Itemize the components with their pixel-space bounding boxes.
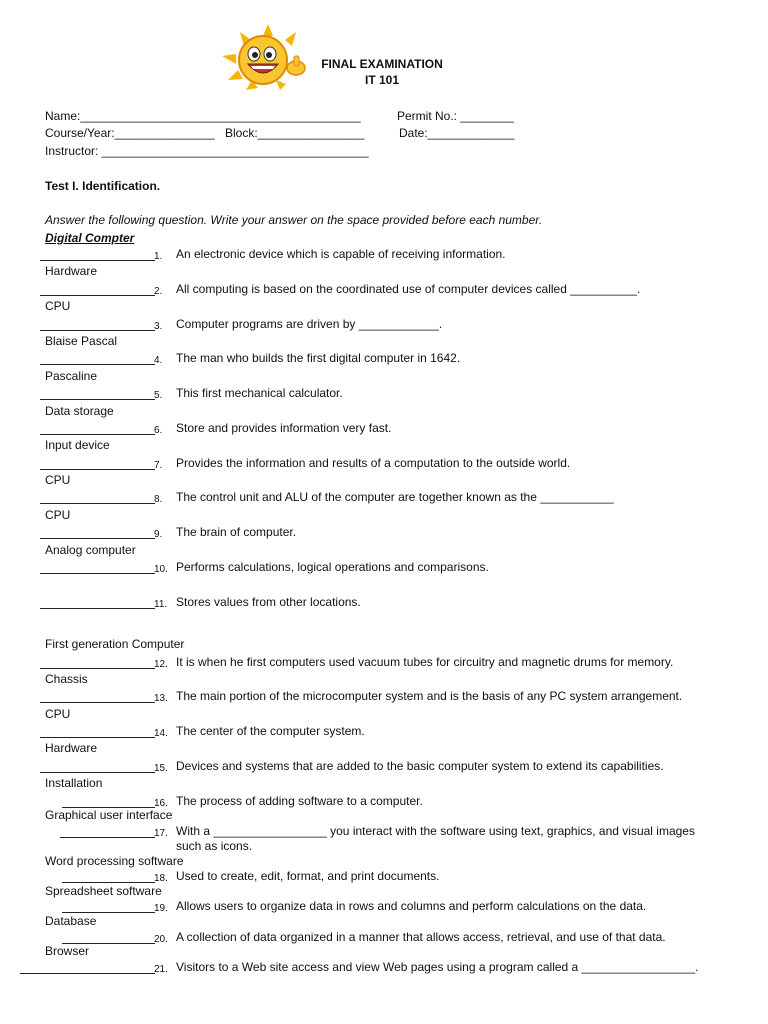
answer-blank[interactable] [40, 668, 155, 669]
permit-field[interactable]: Permit No.: ________ [397, 109, 514, 123]
question-text: The brain of computer. [176, 525, 297, 539]
answer-blank[interactable] [60, 837, 155, 838]
question-number: 1. [154, 251, 163, 262]
answer-blank[interactable] [40, 503, 155, 504]
question-text: Provides the information and results of a computation to the outside world. [176, 456, 571, 470]
answer-blank[interactable] [20, 973, 155, 974]
question-number: 21. [154, 964, 168, 975]
answer-text: Database [45, 914, 97, 928]
question-number: 3. [154, 321, 163, 332]
answer-text: Digital Compter [45, 231, 135, 245]
answer-blank[interactable] [40, 399, 155, 400]
test-title: Test I. Identification. [45, 179, 161, 193]
exam-title: FINAL EXAMINATION [321, 57, 443, 71]
answer-blank[interactable] [40, 702, 155, 703]
answer-text: Hardware [45, 741, 98, 755]
answer-text: CPU [45, 508, 71, 522]
answer-blank[interactable] [40, 538, 155, 539]
answer-blank[interactable] [62, 882, 155, 883]
question-text: The man who builds the first digital computer in 1642. [176, 351, 461, 365]
answer-blank[interactable] [40, 469, 155, 470]
question-text: Store and provides information very fast. [176, 421, 392, 435]
question-number: 5. [154, 390, 163, 401]
name-field[interactable]: Name:__________________________________________ [45, 109, 361, 123]
question-number: 10. [154, 564, 168, 575]
instructor-field[interactable]: Instructor: ________________________________________ [45, 144, 369, 158]
answer-text: Hardware [45, 264, 98, 278]
answer-text: Chassis [45, 672, 88, 686]
question-text: This first mechanical calculator. [176, 386, 343, 400]
answer-text: Input device [45, 438, 110, 452]
answer-text: Graphical user interface [45, 808, 173, 822]
question-number: 6. [154, 425, 163, 436]
answer-text: Analog computer [45, 543, 136, 557]
question-number: 8. [154, 494, 163, 505]
question-text: Stores values from other locations. [176, 595, 361, 609]
block-field[interactable]: Block:________________ [225, 126, 365, 140]
question-number: 11. [154, 599, 168, 610]
question-number: 15. [154, 763, 168, 774]
answer-text: Data storage [45, 404, 114, 418]
answer-blank[interactable] [40, 737, 155, 738]
question-number: 4. [154, 355, 163, 366]
course-year-field[interactable]: Course/Year:_______________ [45, 126, 215, 140]
question-number: 12. [154, 659, 168, 670]
answer-blank[interactable] [62, 912, 155, 913]
answer-text: CPU [45, 707, 71, 721]
question-text-cont: such as icons. [176, 839, 253, 853]
answer-text: Spreadsheet software [45, 884, 162, 898]
question-text: Visitors to a Web site access and view Web pages using a program called a _________________. [176, 960, 699, 974]
question-number: 13. [154, 693, 168, 704]
question-number: 9. [154, 529, 163, 540]
question-number: 7. [154, 460, 163, 471]
date-field[interactable]: Date:_____________ [399, 126, 515, 140]
answer-blank[interactable] [40, 295, 155, 296]
answer-text: Pascaline [45, 369, 98, 383]
exam-subtitle: IT 101 [364, 73, 400, 87]
question-text: It is when he first computers used vacuum tubes for circuitry and magnetic drums for memory. [176, 655, 674, 669]
test-instruction: Answer the following question. Write your answer on the space provided before each number. [45, 213, 543, 227]
question-number: 17. [154, 828, 168, 839]
question-text: Performs calculations, logical operations and comparisons. [176, 560, 489, 574]
question-text: All computing is based on the coordinated use of computer devices called __________. [176, 282, 641, 296]
question-number: 2. [154, 286, 163, 297]
answer-text: CPU [45, 473, 71, 487]
question-number: 14. [154, 728, 168, 739]
question-text: The main portion of the microcomputer system and is the basis of any PC system arrangement. [176, 689, 683, 703]
question-text: The control unit and ALU of the computer are together known as the ___________ [176, 490, 614, 504]
question-number: 16. [154, 798, 168, 809]
question-number: 20. [154, 934, 168, 945]
question-text: With a _________________ you interact with the software using text, graphics, and visual images [176, 824, 695, 838]
question-number: 18. [154, 873, 168, 884]
answer-text: Word processing software [45, 854, 184, 868]
question-text: Allows users to organize data in rows and columns and perform calculations on the data. [176, 899, 647, 913]
question-text: An electronic device which is capable of receiving information. [176, 247, 506, 261]
answer-blank[interactable] [40, 608, 155, 609]
question-text: A collection of data organized in a manner that allows access, retrieval, and use of that data. [176, 930, 666, 944]
answer-text: First generation Computer [45, 637, 185, 651]
answer-text: Blaise Pascal [45, 334, 118, 348]
question-text: Computer programs are driven by ____________. [176, 317, 443, 331]
question-text: The process of adding software to a computer. [176, 794, 423, 808]
answer-blank[interactable] [40, 573, 155, 574]
answer-text: Installation [45, 776, 103, 790]
question-number: 19. [154, 903, 168, 914]
question-text: Devices and systems that are added to the basic computer system to extend its capabilities. [176, 759, 664, 773]
question-text: The center of the computer system. [176, 724, 365, 738]
answer-blank[interactable] [40, 772, 155, 773]
answer-blank[interactable] [40, 434, 155, 435]
answer-blank[interactable] [40, 260, 155, 261]
answer-text: CPU [45, 299, 71, 313]
question-text: Used to create, edit, format, and print documents. [176, 869, 440, 883]
answer-blank[interactable] [40, 364, 155, 365]
answer-blank[interactable] [40, 330, 155, 331]
answer-text: Browser [45, 944, 90, 958]
